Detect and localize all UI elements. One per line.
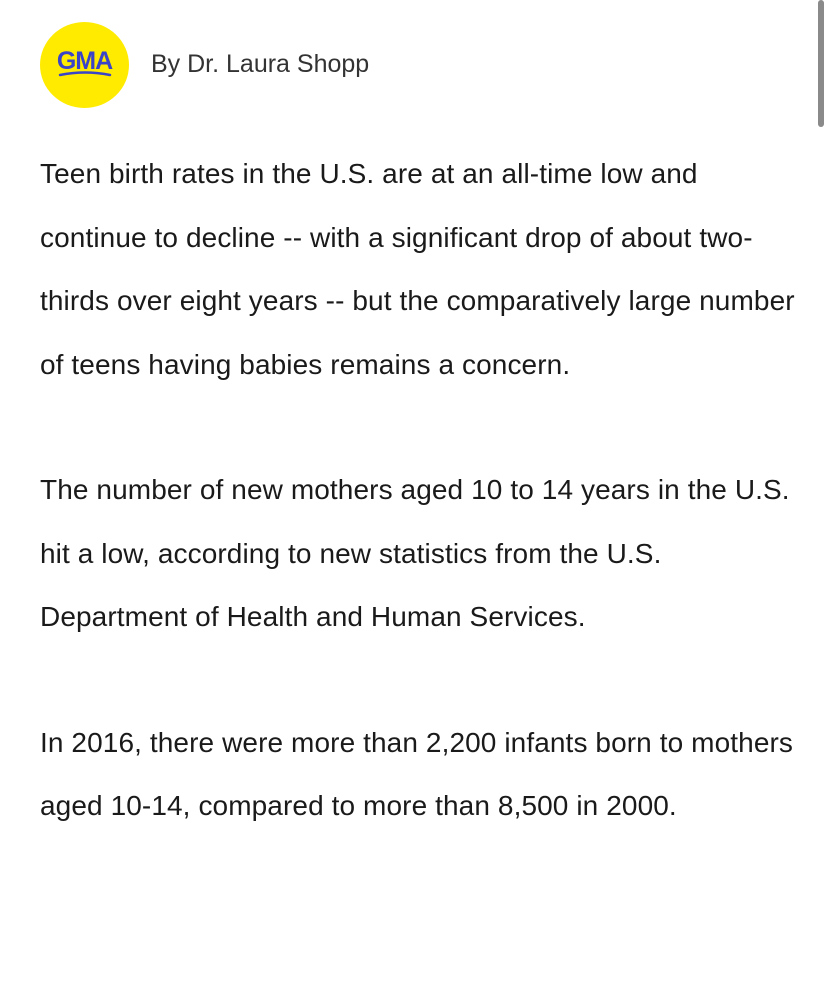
gma-logo[interactable]	[40, 22, 129, 108]
article-paragraph: Teen birth rates in the U.S. are at an all-time low and continue to decline -- with a significant drop of about two-thirds over eight years -- but the comparatively large number of teens having babies remains a concern.	[40, 158, 795, 380]
author-byline: By Dr. Laura Shopp	[151, 49, 370, 78]
article-body	[40, 142, 800, 900]
swoosh-icon	[58, 69, 112, 79]
byline	[40, 22, 369, 108]
scrollbar[interactable]	[818, 0, 824, 127]
article-paragraph: In 2016, there were more than 2,200 infants born to mothers aged 10-14, compared to more than 8,500 in 2000.	[40, 726, 794, 821]
gma-logo-text: GMA	[56, 46, 113, 75]
article-paragraph: The number of new mothers aged 10 to 14 years in the U.S. hit a low, according to new statistics from the U.S. Department of Health and Human Services.	[40, 474, 790, 632]
